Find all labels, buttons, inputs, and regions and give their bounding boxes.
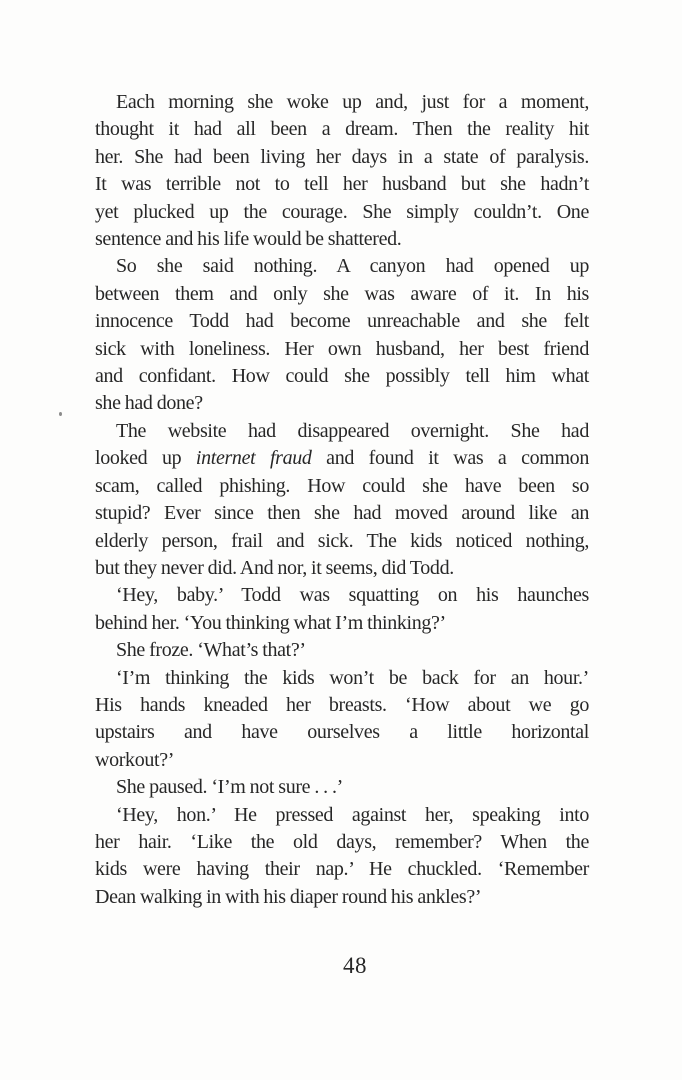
text-line: elderly person, frail and sick. The kids noticed nothing,: [95, 529, 589, 552]
text-line: ‘Hey, baby.’ Todd was squatting on his haunches: [116, 584, 589, 607]
text-line: but they never did. And nor, it seems, did Todd.: [95, 556, 454, 579]
text-line: workout?’: [95, 748, 175, 771]
text-line: looked up internet fraud and found it was a common: [95, 447, 589, 470]
ink-speck: [59, 412, 62, 416]
text-line: sick with loneliness. Her own husband, her best friend: [95, 337, 589, 360]
text-line: She froze. ‘What’s that?’: [116, 639, 306, 662]
text-line: behind her. ‘You thinking what I’m thinking?’: [95, 611, 446, 634]
text-line: So she said nothing. A canyon had opened up: [116, 255, 589, 278]
text-line: her hair. ‘Like the old days, remember? When the: [95, 830, 589, 853]
text-line: between them and only she was aware of it. In his: [95, 282, 589, 305]
page-number: 48: [343, 953, 367, 978]
text-line: It was terrible not to tell her husband but she hadn’t: [95, 173, 589, 196]
text-line: stupid? Ever since then she had moved around like an: [95, 502, 589, 525]
text-line: Dean walking in with his diaper round his ankles?’: [95, 885, 482, 908]
text-line: her. She had been living her days in a state of paralysis.: [95, 145, 589, 168]
text-line: She paused. ‘I’m not sure . . .’: [116, 776, 343, 799]
text-line: The website had disappeared overnight. She had: [116, 419, 589, 442]
text-line: yet plucked up the courage. She simply couldn’t. One: [95, 200, 589, 223]
text-line: she had done?: [95, 392, 203, 415]
text-line: thought it had all been a dream. Then the reality hit: [95, 118, 589, 141]
text-line: kids were having their nap.’ He chuckled. ‘Remember: [95, 858, 589, 881]
page-text: [95, 89, 589, 911]
text-line: Each morning she woke up and, just for a moment,: [116, 91, 589, 113]
text-line: scam, called phishing. How could she have been so: [95, 474, 589, 497]
text-line: ‘I’m thinking the kids won’t be back for an hour.’: [116, 666, 589, 689]
text-line: upstairs and have ourselves a little horizontal: [95, 721, 589, 744]
text-line: and confidant. How could she possibly tell him what: [95, 365, 589, 388]
text-line: sentence and his life would be shattered.: [95, 228, 402, 251]
text-line: His hands kneaded her breasts. ‘How about we go: [95, 693, 589, 716]
text-line: ‘Hey, hon.’ He pressed against her, speaking into: [116, 803, 589, 826]
text-line: innocence Todd had become unreachable and she felt: [95, 310, 589, 333]
